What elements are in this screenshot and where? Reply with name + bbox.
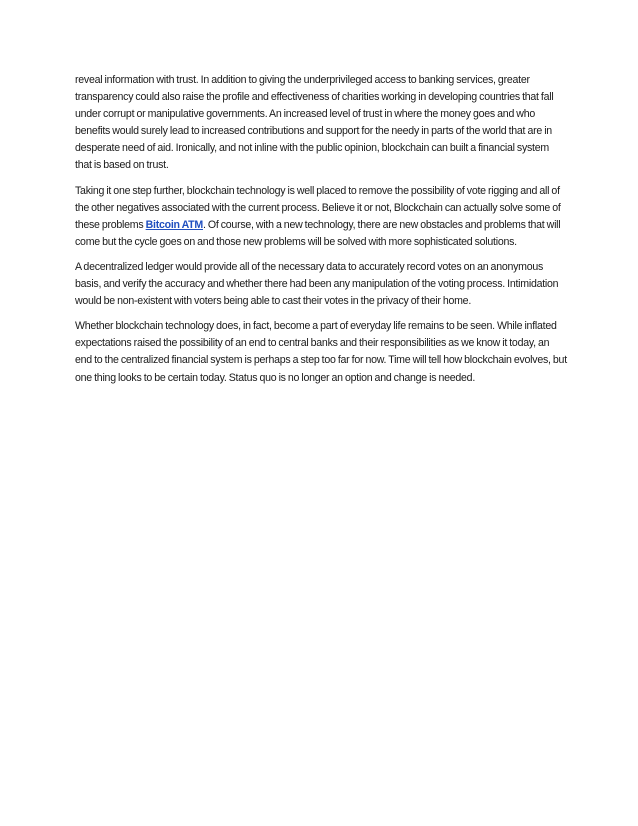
- paragraph-1: reveal information with trust. In addition to giving the underprivileged access to banking services, greater transparency could also raise the profile and effectiveness of charities working in developing countries that fall under corrupt or manipulative governments. An increased level of trust in where the money goes and who benefits would surely lead to increased contributions and support for the needy in parts of the world that are in desperate need of aid. Ironically, and not inline with the public opinion, blockchain can built a financial system that is based on trust.: [75, 74, 554, 172]
- bitcoin-atm-link[interactable]: Bitcoin ATM: [145, 218, 203, 231]
- paragraph-2-text-before: Taking it one step further, blockchain technology is well placed to remove the possibility of vote rigging and all of the other negatives associated with the current process. Believe it or not, Blockchain can actually solve some of these problems: [75, 184, 561, 231]
- paragraph-2-text-after: . Of course, with a new technology, there are new obstacles and problems that will come but the cycle goes on and those new problems will be solved with more sophisticated solutions.: [75, 218, 561, 248]
- paragraph-3: A decentralized ledger would provide all of the necessary data to accurately record votes on an anonymous basis, and verify the accuracy and whether there had been any manipulation of the voting process. Intimidation would be non-existent with voters being able to cast their votes in the privacy of their home.: [75, 260, 559, 308]
- paragraph-4: Whether blockchain technology does, in fact, become a part of everyday life remains to be seen. While inflated expectations raised the possibility of an end to central banks and their responsibilities as we know it today, an end to the centralized financial system is perhaps a step too far for now. Time will tell how blockchain evolves, but one thing looks to be certain today. Status quo is no longer an option and change is needed.: [75, 320, 567, 384]
- document-body: [75, 72, 567, 395]
- paragraph-2: [75, 183, 567, 251]
